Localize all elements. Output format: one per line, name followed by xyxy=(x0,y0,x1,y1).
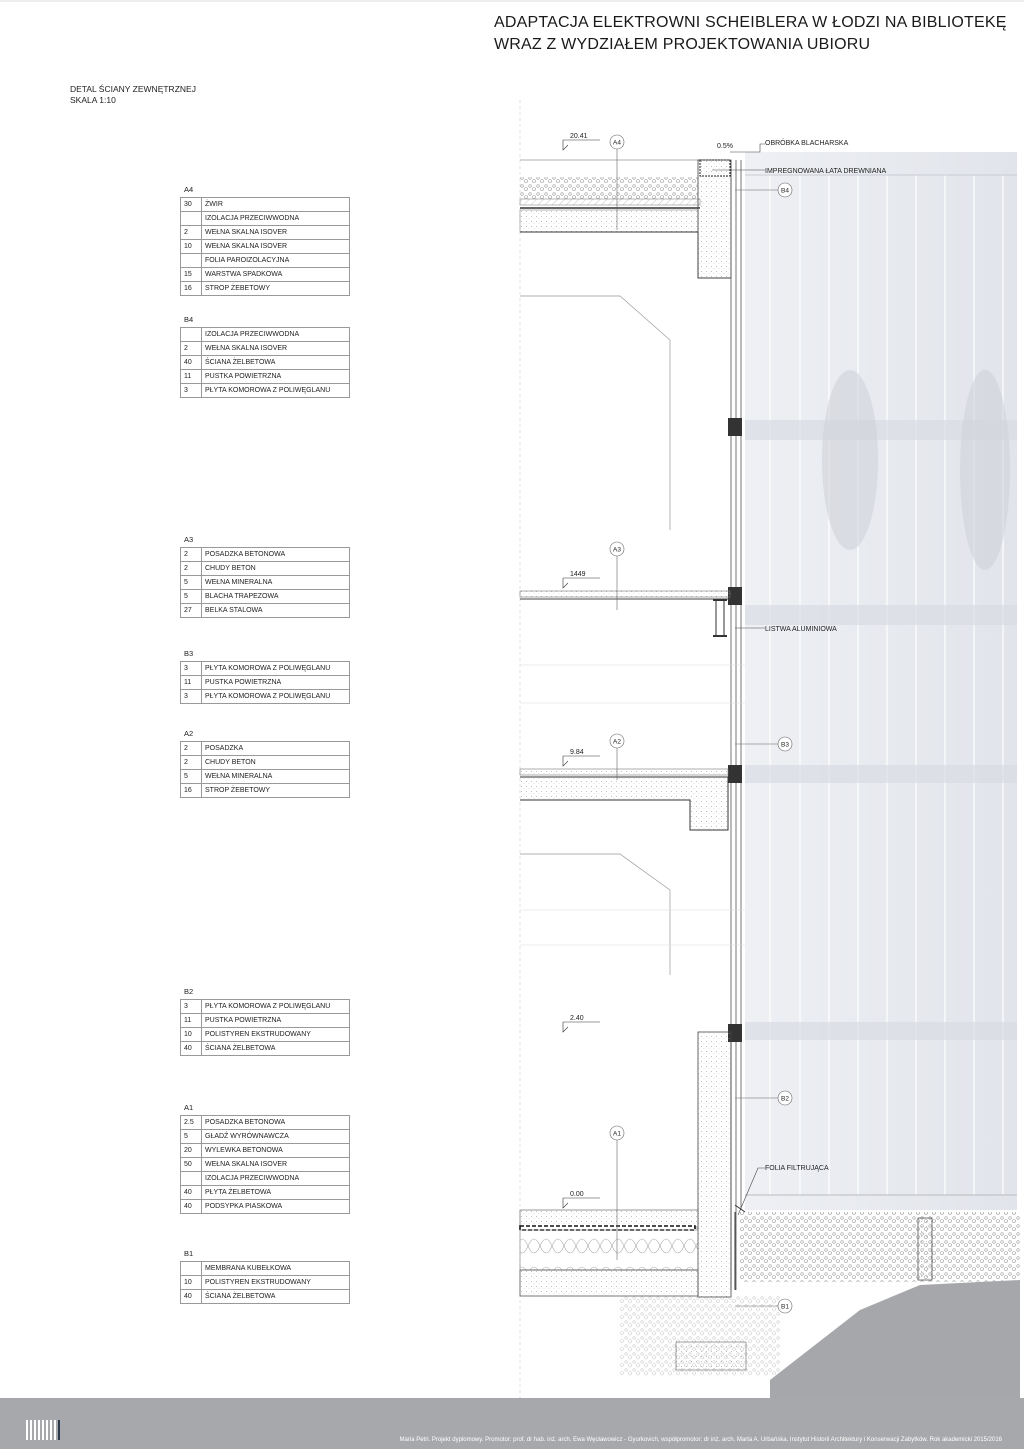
marker-b1: B1 xyxy=(781,1303,789,1311)
marker-a2: A2 xyxy=(613,738,621,746)
stripes-logo-icon xyxy=(26,1420,60,1440)
spec-b4-label: B4 xyxy=(184,315,194,324)
spec-b2-table xyxy=(180,999,350,1056)
marker-a1: A1 xyxy=(613,1130,621,1138)
level-a3: 1449 xyxy=(570,571,586,578)
table-row: 40 PŁYTA ŻELBETOWA xyxy=(181,1186,350,1200)
callout-filter-foil: FOLIA FILTRUJĄCA xyxy=(765,1165,829,1172)
table-row: 11 PUSTKA POWIETRZNA xyxy=(181,676,350,690)
level-markers xyxy=(563,140,600,1208)
table-row: 30 ŻWIR xyxy=(181,198,350,212)
table-row: IZOLACJA PRZECIWWODNA xyxy=(181,1172,350,1186)
spec-a3-label: A3 xyxy=(184,535,194,544)
level-ground: 0.00 xyxy=(570,1191,584,1198)
spec-a3-table xyxy=(180,547,350,618)
detail-scale: SKALA 1:10 xyxy=(70,95,116,105)
level-roof: 20.41 xyxy=(570,133,588,140)
table-row: 15 WARSTWA SPADKOWA xyxy=(181,268,350,282)
callout-flashing: OBRÓBKA BLACHARSKA xyxy=(765,140,849,147)
spec-a1-table xyxy=(180,1115,350,1214)
roof-slab xyxy=(520,160,731,278)
table-row: 27 BELKA STALOWA xyxy=(181,604,350,618)
polycarbonate-facade xyxy=(745,152,1017,1210)
level-a2: 9.84 xyxy=(570,749,584,756)
marker-b2: B2 xyxy=(781,1095,789,1103)
spec-a1 xyxy=(180,1101,350,1214)
floor-a3 xyxy=(520,591,730,636)
spec-b3-label: B3 xyxy=(184,649,194,658)
spec-b1 xyxy=(180,1247,350,1304)
table-row: 2 WEŁNA SKALNA ISOVER xyxy=(181,342,350,356)
spec-b1-label: B1 xyxy=(184,1249,194,1258)
table-row: 40 PODSYPKA PIASKOWA xyxy=(181,1200,350,1214)
spec-a3 xyxy=(180,533,350,618)
table-row: 2.5 POSADZKA BETONOWA xyxy=(181,1116,350,1130)
table-row: 3 PŁYTA KOMOROWA Z POLIWĘGLANU xyxy=(181,384,350,398)
spec-a2-table xyxy=(180,741,350,798)
detail-title: DETAL ŚCIANY ZEWNĘTRZNEJ xyxy=(70,84,196,94)
table-row: IZOLACJA PRZECIWWODNA xyxy=(181,328,350,342)
table-row: 3 PŁYTA KOMOROWA Z POLIWĘGLANU xyxy=(181,690,350,704)
level-upper: 2.40 xyxy=(570,1015,584,1022)
spec-a2 xyxy=(180,727,350,798)
table-row: 5 WEŁNA MINERALNA xyxy=(181,576,350,590)
table-row: IZOLACJA PRZECIWWODNA xyxy=(181,212,350,226)
spec-b1-table xyxy=(180,1261,350,1304)
table-row: 40 ŚCIANA ŻELBETOWA xyxy=(181,1042,350,1056)
table-row: 2 POSADZKA xyxy=(181,742,350,756)
title-line-1: ADAPTACJA ELEKTROWNI SCHEIBLERA W ŁODZI NA BIBLIOTEKĘ xyxy=(494,14,1007,31)
spec-a1-label: A1 xyxy=(184,1103,194,1112)
table-row: 2 CHUDY BETON xyxy=(181,562,350,576)
spec-b2 xyxy=(180,985,350,1056)
table-row: 3 PŁYTA KOMOROWA Z POLIWĘGLANU xyxy=(181,662,350,676)
callout-aluminium-strip: LISTWA ALUMINIOWA xyxy=(765,626,837,633)
floor-a2 xyxy=(520,769,728,830)
table-row: FOLIA PAROIZOLACYJNA xyxy=(181,254,350,268)
slope-label: 0.5% xyxy=(717,143,733,150)
table-row: 20 WYLEWKA BETONOWA xyxy=(181,1144,350,1158)
title-line-2: WRAZ Z WYDZIAŁEM PROJEKTOWANIA UBIORU xyxy=(494,36,871,53)
spec-a4-label: A4 xyxy=(184,185,194,194)
spec-a2-label: A2 xyxy=(184,729,194,738)
spec-b3-table xyxy=(180,661,350,704)
table-row: 11 PUSTKA POWIETRZNA xyxy=(181,370,350,384)
table-row: 5 BLACHA TRAPEZOWA xyxy=(181,590,350,604)
table-row: 16 STROP ŻEBETOWY xyxy=(181,784,350,798)
spec-b4 xyxy=(180,313,350,398)
table-row: 40 ŚCIANA ŻELBETOWA xyxy=(181,356,350,370)
spec-b4-table xyxy=(180,327,350,398)
table-row: 11 PUSTKA POWIETRZNA xyxy=(181,1014,350,1028)
table-row: 2 CHUDY BETON xyxy=(181,756,350,770)
footer-credits: Maria Petri. Projekt dyplomowy. Promotor: prof. dr hab. inż. arch. Ewa Węcławowicz - Gyurkovich, współpromotor: dr inż. arch. Marta A. Urbańska. Instytut Historii Architektury i Konserwacji Zabytków. Rok akademicki 2015/2016 xyxy=(399,1437,1002,1443)
spec-a4 xyxy=(180,183,350,296)
table-row: 2 WEŁNA SKALNA ISOVER xyxy=(181,226,350,240)
table-row: 5 GŁADŹ WYRÓWNAWCZA xyxy=(181,1130,350,1144)
table-row: 10 WEŁNA SKALNA ISOVER xyxy=(181,240,350,254)
table-row: 10 POLISTYREN EKSTRUDOWANY xyxy=(181,1028,350,1042)
table-row: 2 POSADZKA BETONOWA xyxy=(181,548,350,562)
table-row: 16 STROP ŻEBETOWY xyxy=(181,282,350,296)
table-row: 10 POLISTYREN EKSTRUDOWANY xyxy=(181,1276,350,1290)
callout-timber-batten: IMPREGNOWANA ŁATA DREWNIANA xyxy=(765,168,887,175)
marker-a3: A3 xyxy=(613,546,621,554)
spec-b3 xyxy=(180,647,350,704)
marker-b4: B4 xyxy=(781,187,789,195)
spec-b2-label: B2 xyxy=(184,987,194,996)
table-row: 5 WEŁNA MINERALNA xyxy=(181,770,350,784)
table-row: 40 ŚCIANA ŻELBETOWA xyxy=(181,1290,350,1304)
marker-a4: A4 xyxy=(613,139,621,147)
spec-a4-table xyxy=(180,197,350,296)
table-row: MEMBRANA KUBEŁKOWA xyxy=(181,1262,350,1276)
footer-bar xyxy=(0,1398,1024,1449)
table-row: 3 PŁYTA KOMOROWA Z POLIWĘGLANU xyxy=(181,1000,350,1014)
marker-b3: B3 xyxy=(781,741,789,749)
table-row: 50 WEŁNA SKALNA ISOVER xyxy=(181,1158,350,1172)
